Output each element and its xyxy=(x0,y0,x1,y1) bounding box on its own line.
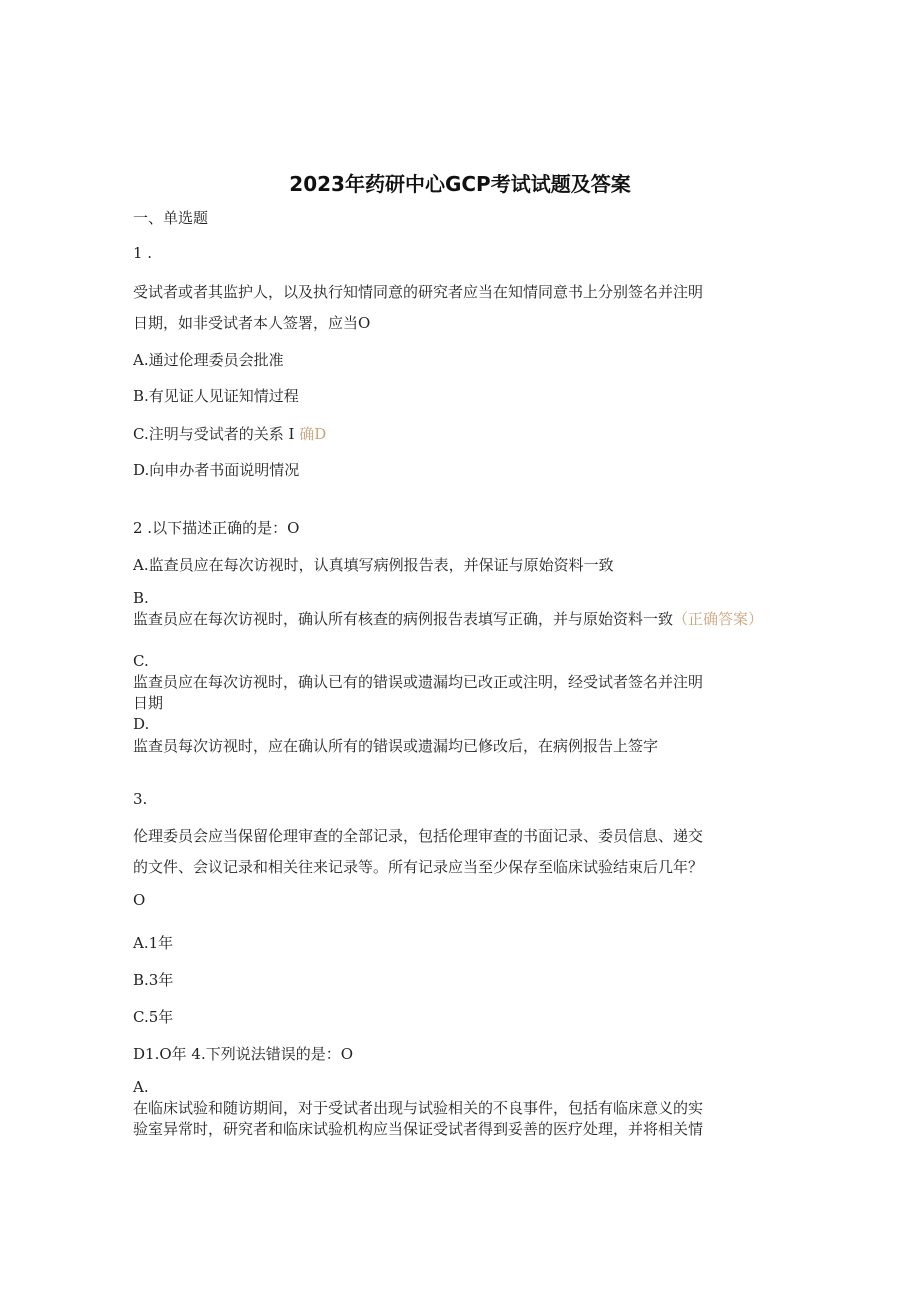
q2-option-b-label: B. xyxy=(133,589,149,607)
q2-option-d-text: 监查员每次访视时，应在确认所有的错误或遗漏均已修改后，在病例报告上签字 xyxy=(133,737,659,755)
q4-option-a-line2: 验室异常时，研究者和临床试验机构应当保证受试者得到妥善的医疗处理，并将相关情 xyxy=(133,1120,704,1138)
q2-option-b-text: 监查员应在每次访视时，确认所有核查的病例报告表填写正确，并与原始资料一致 xyxy=(133,610,674,628)
q1-option-c xyxy=(133,424,788,445)
q2-option-a: A.监查员应在每次访视时，认真填写病例报告表，并保证与原始资料一致 xyxy=(133,556,614,574)
q1-option-d: D.向申办者书面说明情况 xyxy=(133,461,300,479)
q3-stem-line1: 伦理委员会应当保留伦理审查的全部记录，包括伦理审查的书面记录、委员信息、递交 xyxy=(133,827,704,845)
q4-option-a-line1: 在临床试验和随访期间，对于受试者出现与试验相关的不良事件，包括有临床意义的实 xyxy=(133,1099,704,1117)
q1-option-c-mark: I xyxy=(288,425,295,443)
q3-stem-line2: 的文件、会议记录和相关往来记录等。所有记录应当至少保存至临床试验结束后几年？ xyxy=(133,858,704,876)
q1-option-c-text: C.注明与受试者的关系 xyxy=(133,425,284,443)
q1-stem-line2: 日期，如非受试者本人签署，应当O xyxy=(133,314,371,332)
q3-stem-line3: O xyxy=(133,891,146,909)
q2-option-c-line2: 日期 xyxy=(133,694,164,712)
q2-correct-answer-marker: （正确答案） xyxy=(673,610,764,628)
q3-option-b: B.3年 xyxy=(133,971,174,989)
q3-option-a: A.1年 xyxy=(133,934,174,952)
q3-option-d-and-q4-stem: D1.O年 4.下列说法错误的是：O xyxy=(133,1045,354,1063)
q2-stem: 2 .以下描述正确的是：O xyxy=(133,519,300,537)
q1-number: 1 . xyxy=(133,244,153,262)
page-title: 2023年药研中心GCP考试试题及答案 xyxy=(289,172,631,196)
q3-option-c: C.5年 xyxy=(133,1008,174,1026)
q2-option-c-label: C. xyxy=(133,652,149,670)
q1-stem-line1: 受试者或者其监护人，以及执行知情同意的研究者应当在知情同意书上分别签名并注明 xyxy=(133,283,704,301)
q3-number: 3. xyxy=(133,790,148,808)
q1-option-b: B.有见证人见证知情过程 xyxy=(133,387,299,405)
q2-option-b xyxy=(133,609,788,630)
q1-correct-answer-marker: 确D xyxy=(299,425,327,443)
q1-option-a: A.通过伦理委员会批准 xyxy=(133,351,284,369)
q4-option-a-label: A. xyxy=(133,1078,149,1096)
q2-option-c-line1: 监查员应在每次访视时，确认已有的错误或遗漏均已改正或注明，经受试者签名并注明 xyxy=(133,673,704,691)
q2-option-d-label: D. xyxy=(133,715,150,733)
section-heading: 一、单选题 xyxy=(133,209,209,227)
